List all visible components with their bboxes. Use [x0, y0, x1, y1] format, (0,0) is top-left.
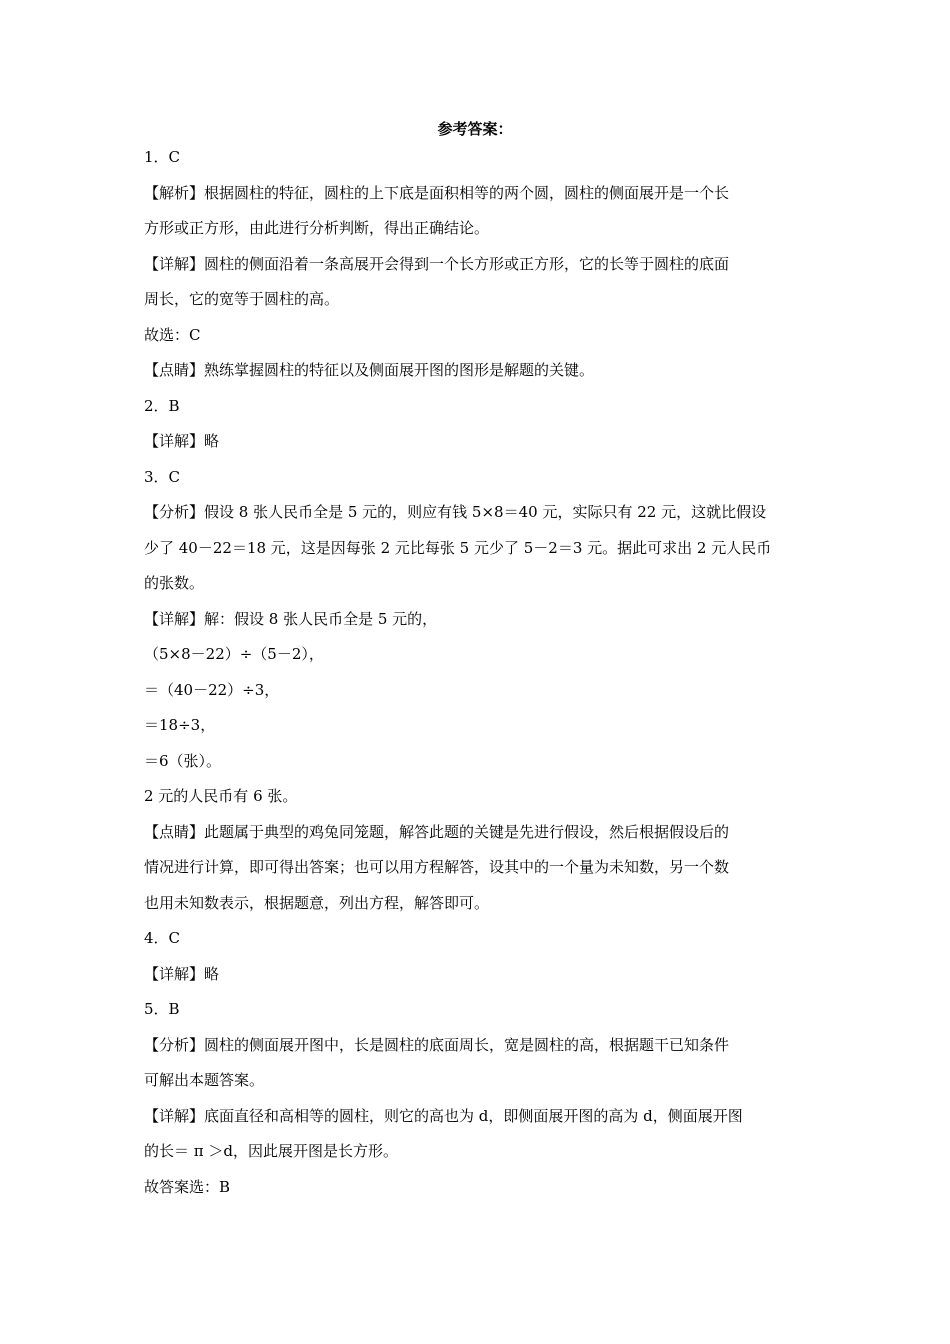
text-line: 【解析】根据圆柱的特征，圆柱的上下底是面积相等的两个圆，圆柱的侧面展开是一个长	[144, 183, 730, 202]
text-line: 1．C	[144, 148, 181, 166]
text-line: 【详解】略	[144, 964, 220, 983]
text-line: ＝18÷3，	[144, 716, 216, 734]
text-line: ＝（40－22）÷3，	[144, 680, 280, 699]
text-line: 【分析】圆柱的侧面展开图中，长是圆柱的底面周长，宽是圆柱的高，根据题干已知条件	[144, 1035, 730, 1054]
text-line: 少了 40－22＝18 元，这是因每张 2 元比每张 5 元少了 5－2＝3 元。据此可求出 2 元人民币	[144, 538, 772, 557]
text-line: 【详解】略	[144, 432, 220, 450]
text-line: （5×8－22）÷（5－2），	[144, 645, 324, 663]
text-line: 2 元的人民币有 6 张。	[144, 787, 298, 805]
text-line: 情况进行计算，即可得出答案；也可以用方程解答，设其中的一个量为未知数，另一个数	[144, 858, 730, 876]
text-line: 2．B	[144, 396, 180, 415]
text-line: 也用未知数表示，根据题意，列出方程，解答即可。	[144, 893, 490, 912]
text-line: ＝6（张）。	[144, 751, 222, 770]
text-line: 方形或正方形，由此进行分析判断，得出正确结论。	[144, 219, 490, 237]
text-line: 4．C	[144, 929, 181, 947]
text-line: 【点睛】此题属于典型的鸡兔同笼题，解答此题的关键是先进行假设，然后根据假设后的	[144, 822, 730, 841]
text-line: 3．C	[144, 467, 181, 486]
text-line: 周长，它的宽等于圆柱的高。	[144, 290, 340, 308]
text-line: 5．B	[144, 1000, 180, 1018]
text-line: 【点睛】熟练掌握圆柱的特征以及侧面展开图的图形是解题的关键。	[144, 361, 595, 379]
text-line: 【详解】底面直径和高相等的圆柱，则它的高也为 d，即侧面展开图的高为 d，侧面展开图	[144, 1106, 743, 1125]
answer-content	[144, 140, 809, 1205]
text-line: 【分析】假设 8 张人民币全是 5 元的，则应有钱 5×8＝40 元，实际只有 22 元，这就比假设	[144, 503, 767, 521]
text-line: 【详解】解：假设 8 张人民币全是 5 元的，	[144, 609, 438, 628]
text-line: 【详解】圆柱的侧面沿着一条高展开会得到一个长方形或正方形，它的长等于圆柱的底面	[144, 254, 730, 273]
text-line: 可解出本题答案。	[144, 1071, 265, 1089]
text-line: 故选：C	[144, 325, 201, 344]
text-line: 的张数。	[144, 574, 205, 592]
text-line: 的长＝ π ＞d，因此展开图是长方形。	[144, 1142, 398, 1160]
page-title: 参考答案：	[437, 120, 513, 138]
text-line: 故答案选：B	[144, 1177, 231, 1196]
